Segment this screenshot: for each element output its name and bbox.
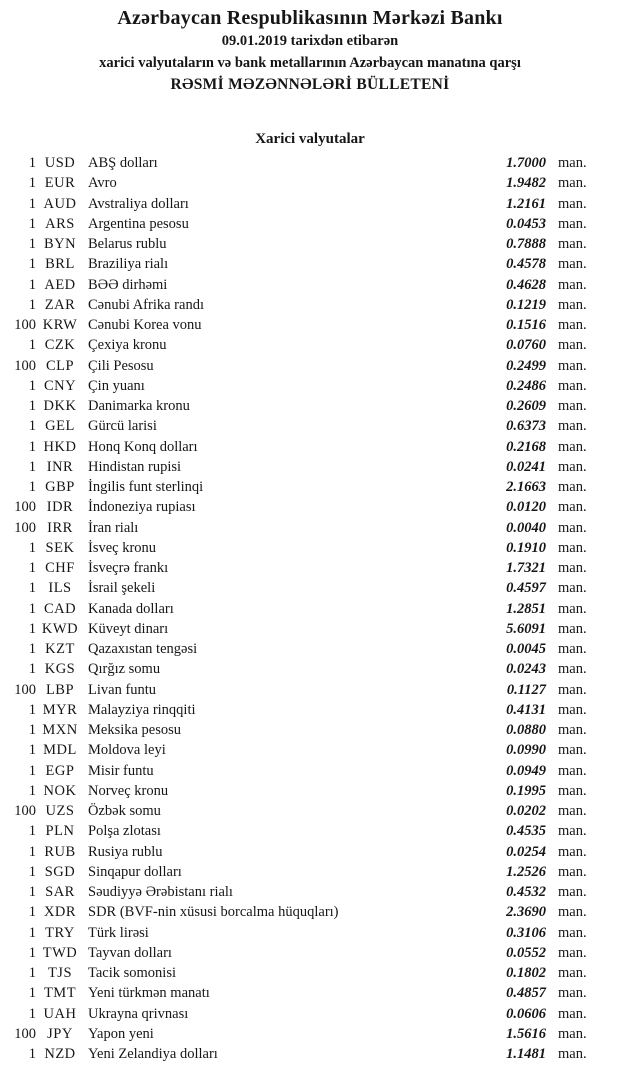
currency-quantity: 1 bbox=[28, 782, 36, 799]
unit-label: man. bbox=[558, 458, 587, 475]
currency-row bbox=[0, 721, 605, 741]
currency-row bbox=[0, 781, 605, 801]
exchange-rate: 0.0202 bbox=[506, 803, 546, 820]
currency-code: AED bbox=[44, 276, 76, 293]
unit-label: man. bbox=[558, 236, 587, 253]
currency-code: GEL bbox=[45, 418, 75, 435]
currency-name: Kanada dolları bbox=[88, 600, 174, 617]
currency-name: Norveç kronu bbox=[88, 782, 169, 799]
unit-label: man. bbox=[558, 803, 587, 820]
currency-quantity: 1 bbox=[28, 965, 36, 982]
currency-quantity: 1 bbox=[28, 1046, 36, 1063]
currency-code: IDR bbox=[46, 499, 74, 516]
currency-row bbox=[0, 275, 605, 295]
currency-quantity: 100 bbox=[14, 803, 36, 820]
currency-name: Küveyt dinarı bbox=[88, 620, 169, 637]
currency-code: KZT bbox=[45, 641, 75, 658]
currency-code: SAR bbox=[45, 884, 75, 901]
currency-quantity: 1 bbox=[28, 985, 36, 1002]
exchange-rate: 0.6373 bbox=[506, 418, 546, 435]
currency-quantity: 1 bbox=[28, 701, 36, 718]
currency-quantity: 1 bbox=[28, 823, 36, 840]
currency-code: AUD bbox=[43, 195, 77, 212]
unit-label: man. bbox=[558, 1005, 587, 1022]
currency-code: ZAR bbox=[44, 296, 76, 313]
unit-label: man. bbox=[558, 296, 587, 313]
subtitle-line: xarici valyutaların və bank metallarının Azərbaycan manatına qarşı bbox=[99, 54, 521, 71]
exchange-rate: 0.1995 bbox=[506, 782, 546, 799]
exchange-rate: 0.0254 bbox=[506, 843, 546, 860]
unit-label: man. bbox=[558, 195, 587, 212]
currency-quantity: 1 bbox=[28, 296, 36, 313]
currency-name: Tacik somonisi bbox=[88, 965, 176, 982]
currency-quantity: 1 bbox=[28, 236, 36, 253]
currency-code: TWD bbox=[42, 944, 78, 961]
currency-row bbox=[0, 579, 605, 599]
currency-name: İngilis funt sterlinqi bbox=[88, 479, 204, 496]
currency-row bbox=[0, 802, 605, 822]
currency-quantity: 1 bbox=[28, 458, 36, 475]
currency-code: KGS bbox=[44, 661, 76, 678]
unit-label: man. bbox=[558, 843, 587, 860]
exchange-rate: 0.1516 bbox=[506, 317, 546, 334]
exchange-rate: 0.1802 bbox=[506, 965, 546, 982]
currency-code: XDR bbox=[43, 904, 77, 921]
exchange-rate: 0.1910 bbox=[506, 539, 546, 556]
unit-label: man. bbox=[558, 418, 587, 435]
currency-row bbox=[0, 599, 605, 619]
currency-name: Çin yuanı bbox=[88, 377, 145, 394]
currency-code: BYN bbox=[43, 236, 77, 253]
currency-code: GBP bbox=[45, 479, 75, 496]
unit-label: man. bbox=[558, 904, 587, 921]
currency-code: SGD bbox=[44, 863, 76, 880]
currency-row bbox=[0, 842, 605, 862]
unit-label: man. bbox=[558, 479, 587, 496]
currency-row bbox=[0, 822, 605, 842]
exchange-rate: 0.4597 bbox=[506, 580, 546, 597]
unit-label: man. bbox=[558, 742, 587, 759]
currency-name: Malayziya rinqqiti bbox=[88, 701, 196, 718]
currency-row bbox=[0, 660, 605, 680]
exchange-rate: 2.1663 bbox=[506, 479, 546, 496]
currency-name: Səudiyyə Ərəbistanı rialı bbox=[88, 884, 233, 901]
currency-code: CAD bbox=[43, 600, 77, 617]
currency-name: Rusiya rublu bbox=[88, 843, 163, 860]
currency-code: ILS bbox=[48, 580, 72, 597]
exchange-rate: 0.0241 bbox=[506, 458, 546, 475]
unit-label: man. bbox=[558, 377, 587, 394]
unit-label: man. bbox=[558, 580, 587, 597]
currency-row bbox=[0, 741, 605, 761]
currency-quantity: 1 bbox=[28, 742, 36, 759]
currency-name: İndoneziya rupiası bbox=[88, 499, 196, 516]
currency-name: Ukrayna qrivnası bbox=[88, 1005, 189, 1022]
exchange-rate: 1.9482 bbox=[506, 175, 546, 192]
currency-quantity: 1 bbox=[28, 175, 36, 192]
currency-quantity: 1 bbox=[28, 398, 36, 415]
currency-name: Livan funtu bbox=[88, 681, 157, 698]
exchange-rate: 0.4532 bbox=[506, 884, 546, 901]
currency-code: LBP bbox=[45, 681, 75, 698]
unit-label: man. bbox=[558, 539, 587, 556]
currency-quantity: 1 bbox=[28, 843, 36, 860]
currency-name: İran rialı bbox=[88, 519, 139, 536]
currency-name: Tayvan dolları bbox=[88, 944, 172, 961]
currency-code: UAH bbox=[43, 1005, 77, 1022]
currency-quantity: 1 bbox=[28, 620, 36, 637]
currency-row bbox=[0, 356, 605, 376]
exchange-rate: 1.7000 bbox=[506, 155, 546, 172]
currency-name: Honq Konq dolları bbox=[88, 438, 198, 455]
currency-code: KWD bbox=[41, 620, 79, 637]
exchange-rate: 0.4857 bbox=[506, 985, 546, 1002]
exchange-rate: 0.2499 bbox=[506, 357, 546, 374]
currency-row bbox=[0, 903, 605, 923]
currency-name: Gürcü larisi bbox=[88, 418, 157, 435]
currency-code: CLP bbox=[45, 357, 75, 374]
effective-date-line: 09.01.2019 tarixdən etibarən bbox=[221, 33, 399, 49]
currency-name: İsveçrə frankı bbox=[88, 560, 169, 577]
currency-row bbox=[0, 538, 605, 558]
bulletin-header bbox=[0, 6, 620, 96]
currency-row bbox=[0, 437, 605, 457]
currency-code: EGP bbox=[45, 762, 75, 779]
currency-quantity: 1 bbox=[28, 377, 36, 394]
currency-row bbox=[0, 1004, 605, 1024]
unit-label: man. bbox=[558, 600, 587, 617]
currency-row bbox=[0, 174, 605, 194]
currency-code: UZS bbox=[45, 803, 75, 820]
exchange-rate: 2.3690 bbox=[506, 904, 546, 921]
unit-label: man. bbox=[558, 256, 587, 273]
currency-row bbox=[0, 619, 605, 639]
unit-label: man. bbox=[558, 215, 587, 232]
currency-row bbox=[0, 154, 605, 174]
currency-row bbox=[0, 640, 605, 660]
currency-name: Avstraliya dolları bbox=[88, 195, 189, 212]
currency-row bbox=[0, 883, 605, 903]
exchange-rate: 0.4578 bbox=[506, 256, 546, 273]
section-title-foreign-currencies: Xarici valyutalar bbox=[255, 130, 365, 147]
currency-row bbox=[0, 457, 605, 477]
unit-label: man. bbox=[558, 641, 587, 658]
currency-code: CNY bbox=[43, 377, 77, 394]
currency-row bbox=[0, 984, 605, 1004]
currency-quantity: 1 bbox=[28, 661, 36, 678]
exchange-rate: 0.3106 bbox=[506, 924, 546, 941]
unit-label: man. bbox=[558, 985, 587, 1002]
currency-name: Moldova leyi bbox=[88, 742, 166, 759]
unit-label: man. bbox=[558, 661, 587, 678]
unit-label: man. bbox=[558, 337, 587, 354]
currency-name: İsveç kronu bbox=[88, 539, 157, 556]
currency-code: JPY bbox=[47, 1025, 73, 1042]
unit-label: man. bbox=[558, 924, 587, 941]
exchange-rate: 0.1219 bbox=[506, 296, 546, 313]
unit-label: man. bbox=[558, 155, 587, 172]
bulletin-title-line: RƏSMİ MƏZƏNNƏLƏRİ BÜLLETENİ bbox=[170, 76, 450, 93]
currency-name: İsrail şekeli bbox=[88, 580, 156, 597]
currency-row bbox=[0, 518, 605, 538]
exchange-rate: 0.0040 bbox=[506, 519, 546, 536]
exchange-rate: 0.2486 bbox=[506, 377, 546, 394]
currency-code: PLN bbox=[45, 823, 75, 840]
currency-code: NOK bbox=[43, 782, 77, 799]
currency-row bbox=[0, 923, 605, 943]
currency-code: ARS bbox=[45, 215, 75, 232]
exchange-rate: 5.6091 bbox=[506, 620, 546, 637]
currency-row bbox=[0, 700, 605, 720]
currency-quantity: 100 bbox=[14, 357, 36, 374]
exchange-rate: 1.2851 bbox=[506, 600, 546, 617]
currency-code: IRR bbox=[47, 519, 73, 536]
currency-code: KRW bbox=[42, 317, 78, 334]
unit-label: man. bbox=[558, 438, 587, 455]
exchange-rate: 0.4628 bbox=[506, 276, 546, 293]
currency-quantity: 1 bbox=[28, 924, 36, 941]
currency-row bbox=[0, 214, 605, 234]
unit-label: man. bbox=[558, 863, 587, 880]
currency-name: Danimarka kronu bbox=[88, 398, 190, 415]
unit-label: man. bbox=[558, 701, 587, 718]
currency-code: MDL bbox=[43, 742, 77, 759]
currency-row bbox=[0, 498, 605, 518]
currency-name: Qazaxıstan tengəsi bbox=[88, 641, 198, 658]
currency-quantity: 1 bbox=[28, 479, 36, 496]
currency-quantity: 1 bbox=[28, 722, 36, 739]
currency-code: NZD bbox=[44, 1046, 76, 1063]
unit-label: man. bbox=[558, 1025, 587, 1042]
currency-name: Misir funtu bbox=[88, 762, 154, 779]
currency-name: Çili Pesosu bbox=[88, 357, 154, 374]
currency-name: Yeni türkmən manatı bbox=[88, 985, 210, 1002]
currency-name: Hindistan rupisi bbox=[88, 458, 182, 475]
currency-quantity: 100 bbox=[14, 317, 36, 334]
currency-quantity: 1 bbox=[28, 195, 36, 212]
exchange-rate: 0.0243 bbox=[506, 661, 546, 678]
currency-quantity: 1 bbox=[28, 863, 36, 880]
exchange-rate: 1.2161 bbox=[506, 195, 546, 212]
exchange-rate: 1.2526 bbox=[506, 863, 546, 880]
currency-name: Belarus rublu bbox=[88, 236, 167, 253]
currency-name: BƏƏ dirhəmi bbox=[88, 276, 168, 293]
exchange-rate: 0.0606 bbox=[506, 1005, 546, 1022]
unit-label: man. bbox=[558, 499, 587, 516]
currency-row bbox=[0, 295, 605, 315]
currency-code: SEK bbox=[45, 539, 75, 556]
page-title: Azərbaycan Respublikasının Mərkəzi Bankı bbox=[117, 7, 503, 29]
currency-code: EUR bbox=[44, 175, 76, 192]
currency-quantity: 1 bbox=[28, 215, 36, 232]
unit-label: man. bbox=[558, 519, 587, 536]
currency-name: Çexiya kronu bbox=[88, 337, 167, 354]
exchange-rate: 0.0045 bbox=[506, 641, 546, 658]
currency-row bbox=[0, 680, 605, 700]
currency-quantity: 1 bbox=[28, 580, 36, 597]
currency-name: Qırğız somu bbox=[88, 661, 161, 678]
currency-code: INR bbox=[46, 458, 74, 475]
currency-row bbox=[0, 235, 605, 255]
currency-row bbox=[0, 194, 605, 214]
unit-label: man. bbox=[558, 722, 587, 739]
currency-code: HKD bbox=[43, 438, 77, 455]
currency-code: TMT bbox=[43, 985, 77, 1002]
exchange-rate: 0.1127 bbox=[506, 681, 546, 698]
unit-label: man. bbox=[558, 884, 587, 901]
unit-label: man. bbox=[558, 965, 587, 982]
exchange-rate: 0.7888 bbox=[506, 236, 546, 253]
exchange-rate: 0.0120 bbox=[506, 499, 546, 516]
unit-label: man. bbox=[558, 276, 587, 293]
currency-quantity: 1 bbox=[28, 256, 36, 273]
currency-code: DKK bbox=[43, 398, 77, 415]
unit-label: man. bbox=[558, 944, 587, 961]
unit-label: man. bbox=[558, 620, 587, 637]
currency-row bbox=[0, 1024, 605, 1044]
unit-label: man. bbox=[558, 1046, 587, 1063]
currency-quantity: 1 bbox=[28, 641, 36, 658]
currency-row bbox=[0, 316, 605, 336]
currency-code: USD bbox=[44, 155, 76, 172]
unit-label: man. bbox=[558, 175, 587, 192]
currency-quantity: 1 bbox=[28, 904, 36, 921]
currency-code: BRL bbox=[45, 256, 75, 273]
currency-name: Avro bbox=[88, 175, 117, 192]
currency-quantity: 1 bbox=[28, 276, 36, 293]
exchange-rate: 1.5616 bbox=[506, 1025, 546, 1042]
currency-name: Cənubi Afrika randı bbox=[88, 296, 204, 313]
unit-label: man. bbox=[558, 823, 587, 840]
currency-quantity: 1 bbox=[28, 600, 36, 617]
currency-quantity: 1 bbox=[28, 438, 36, 455]
unit-label: man. bbox=[558, 317, 587, 334]
currency-row bbox=[0, 376, 605, 396]
currency-code: MXN bbox=[42, 722, 78, 739]
currency-row bbox=[0, 862, 605, 882]
currency-quantity: 100 bbox=[14, 1025, 36, 1042]
unit-label: man. bbox=[558, 681, 587, 698]
unit-label: man. bbox=[558, 398, 587, 415]
currency-name: ABŞ dolları bbox=[88, 155, 158, 172]
currency-name: Yapon yeni bbox=[88, 1025, 154, 1042]
currency-row bbox=[0, 964, 605, 984]
exchange-rate: 0.0760 bbox=[506, 337, 546, 354]
exchange-rate: 1.1481 bbox=[506, 1046, 546, 1063]
exchange-rate: 1.7321 bbox=[506, 560, 546, 577]
currency-name: Meksika pesosu bbox=[88, 722, 182, 739]
currency-code: CHF bbox=[45, 560, 75, 577]
currency-quantity: 1 bbox=[28, 418, 36, 435]
currency-quantity: 100 bbox=[14, 681, 36, 698]
unit-label: man. bbox=[558, 782, 587, 799]
currency-name: Cənubi Korea vonu bbox=[88, 317, 202, 334]
currency-name: Polşa zlotası bbox=[88, 823, 161, 840]
currency-code: TJS bbox=[47, 965, 73, 982]
currency-row bbox=[0, 255, 605, 275]
exchange-rate: 0.2609 bbox=[506, 398, 546, 415]
exchange-rate: 0.0453 bbox=[506, 215, 546, 232]
currency-quantity: 1 bbox=[28, 1005, 36, 1022]
currency-name: Argentina pesosu bbox=[88, 215, 189, 232]
currency-name: Yeni Zelandiya dolları bbox=[88, 1046, 218, 1063]
currency-quantity: 1 bbox=[28, 539, 36, 556]
currency-name: Türk lirəsi bbox=[88, 924, 149, 941]
exchange-rate: 0.0552 bbox=[506, 944, 546, 961]
currency-row bbox=[0, 943, 605, 963]
currency-name: Braziliya rialı bbox=[88, 256, 169, 273]
currency-quantity: 1 bbox=[28, 560, 36, 577]
currency-code: CZK bbox=[44, 337, 76, 354]
unit-label: man. bbox=[558, 357, 587, 374]
exchange-rate: 0.0949 bbox=[506, 762, 546, 779]
currency-row bbox=[0, 336, 605, 356]
unit-label: man. bbox=[558, 762, 587, 779]
currency-quantity: 1 bbox=[28, 337, 36, 354]
currency-quantity: 1 bbox=[28, 155, 36, 172]
currency-quantity: 100 bbox=[14, 519, 36, 536]
unit-label: man. bbox=[558, 560, 587, 577]
currency-row bbox=[0, 397, 605, 417]
currency-quantity: 1 bbox=[28, 884, 36, 901]
exchange-rate: 0.0880 bbox=[506, 722, 546, 739]
exchange-rate: 0.0990 bbox=[506, 742, 546, 759]
currency-table bbox=[0, 154, 620, 1065]
currency-code: TRY bbox=[45, 924, 75, 941]
currency-name: Sinqapur dolları bbox=[88, 863, 182, 880]
exchange-rate: 0.2168 bbox=[506, 438, 546, 455]
currency-row bbox=[0, 761, 605, 781]
currency-row bbox=[0, 478, 605, 498]
currency-quantity: 1 bbox=[28, 944, 36, 961]
exchange-rate: 0.4131 bbox=[506, 701, 546, 718]
currency-row bbox=[0, 559, 605, 579]
currency-row bbox=[0, 1045, 605, 1065]
currency-quantity: 1 bbox=[28, 762, 36, 779]
currency-code: MYR bbox=[42, 701, 78, 718]
currency-code: RUB bbox=[44, 843, 76, 860]
currency-quantity: 100 bbox=[14, 499, 36, 516]
currency-name: Özbək somu bbox=[88, 803, 161, 820]
exchange-rate: 0.4535 bbox=[506, 823, 546, 840]
currency-name: SDR (BVF-nin xüsusi borcalma hüquqları) bbox=[88, 904, 339, 921]
currency-row bbox=[0, 417, 605, 437]
